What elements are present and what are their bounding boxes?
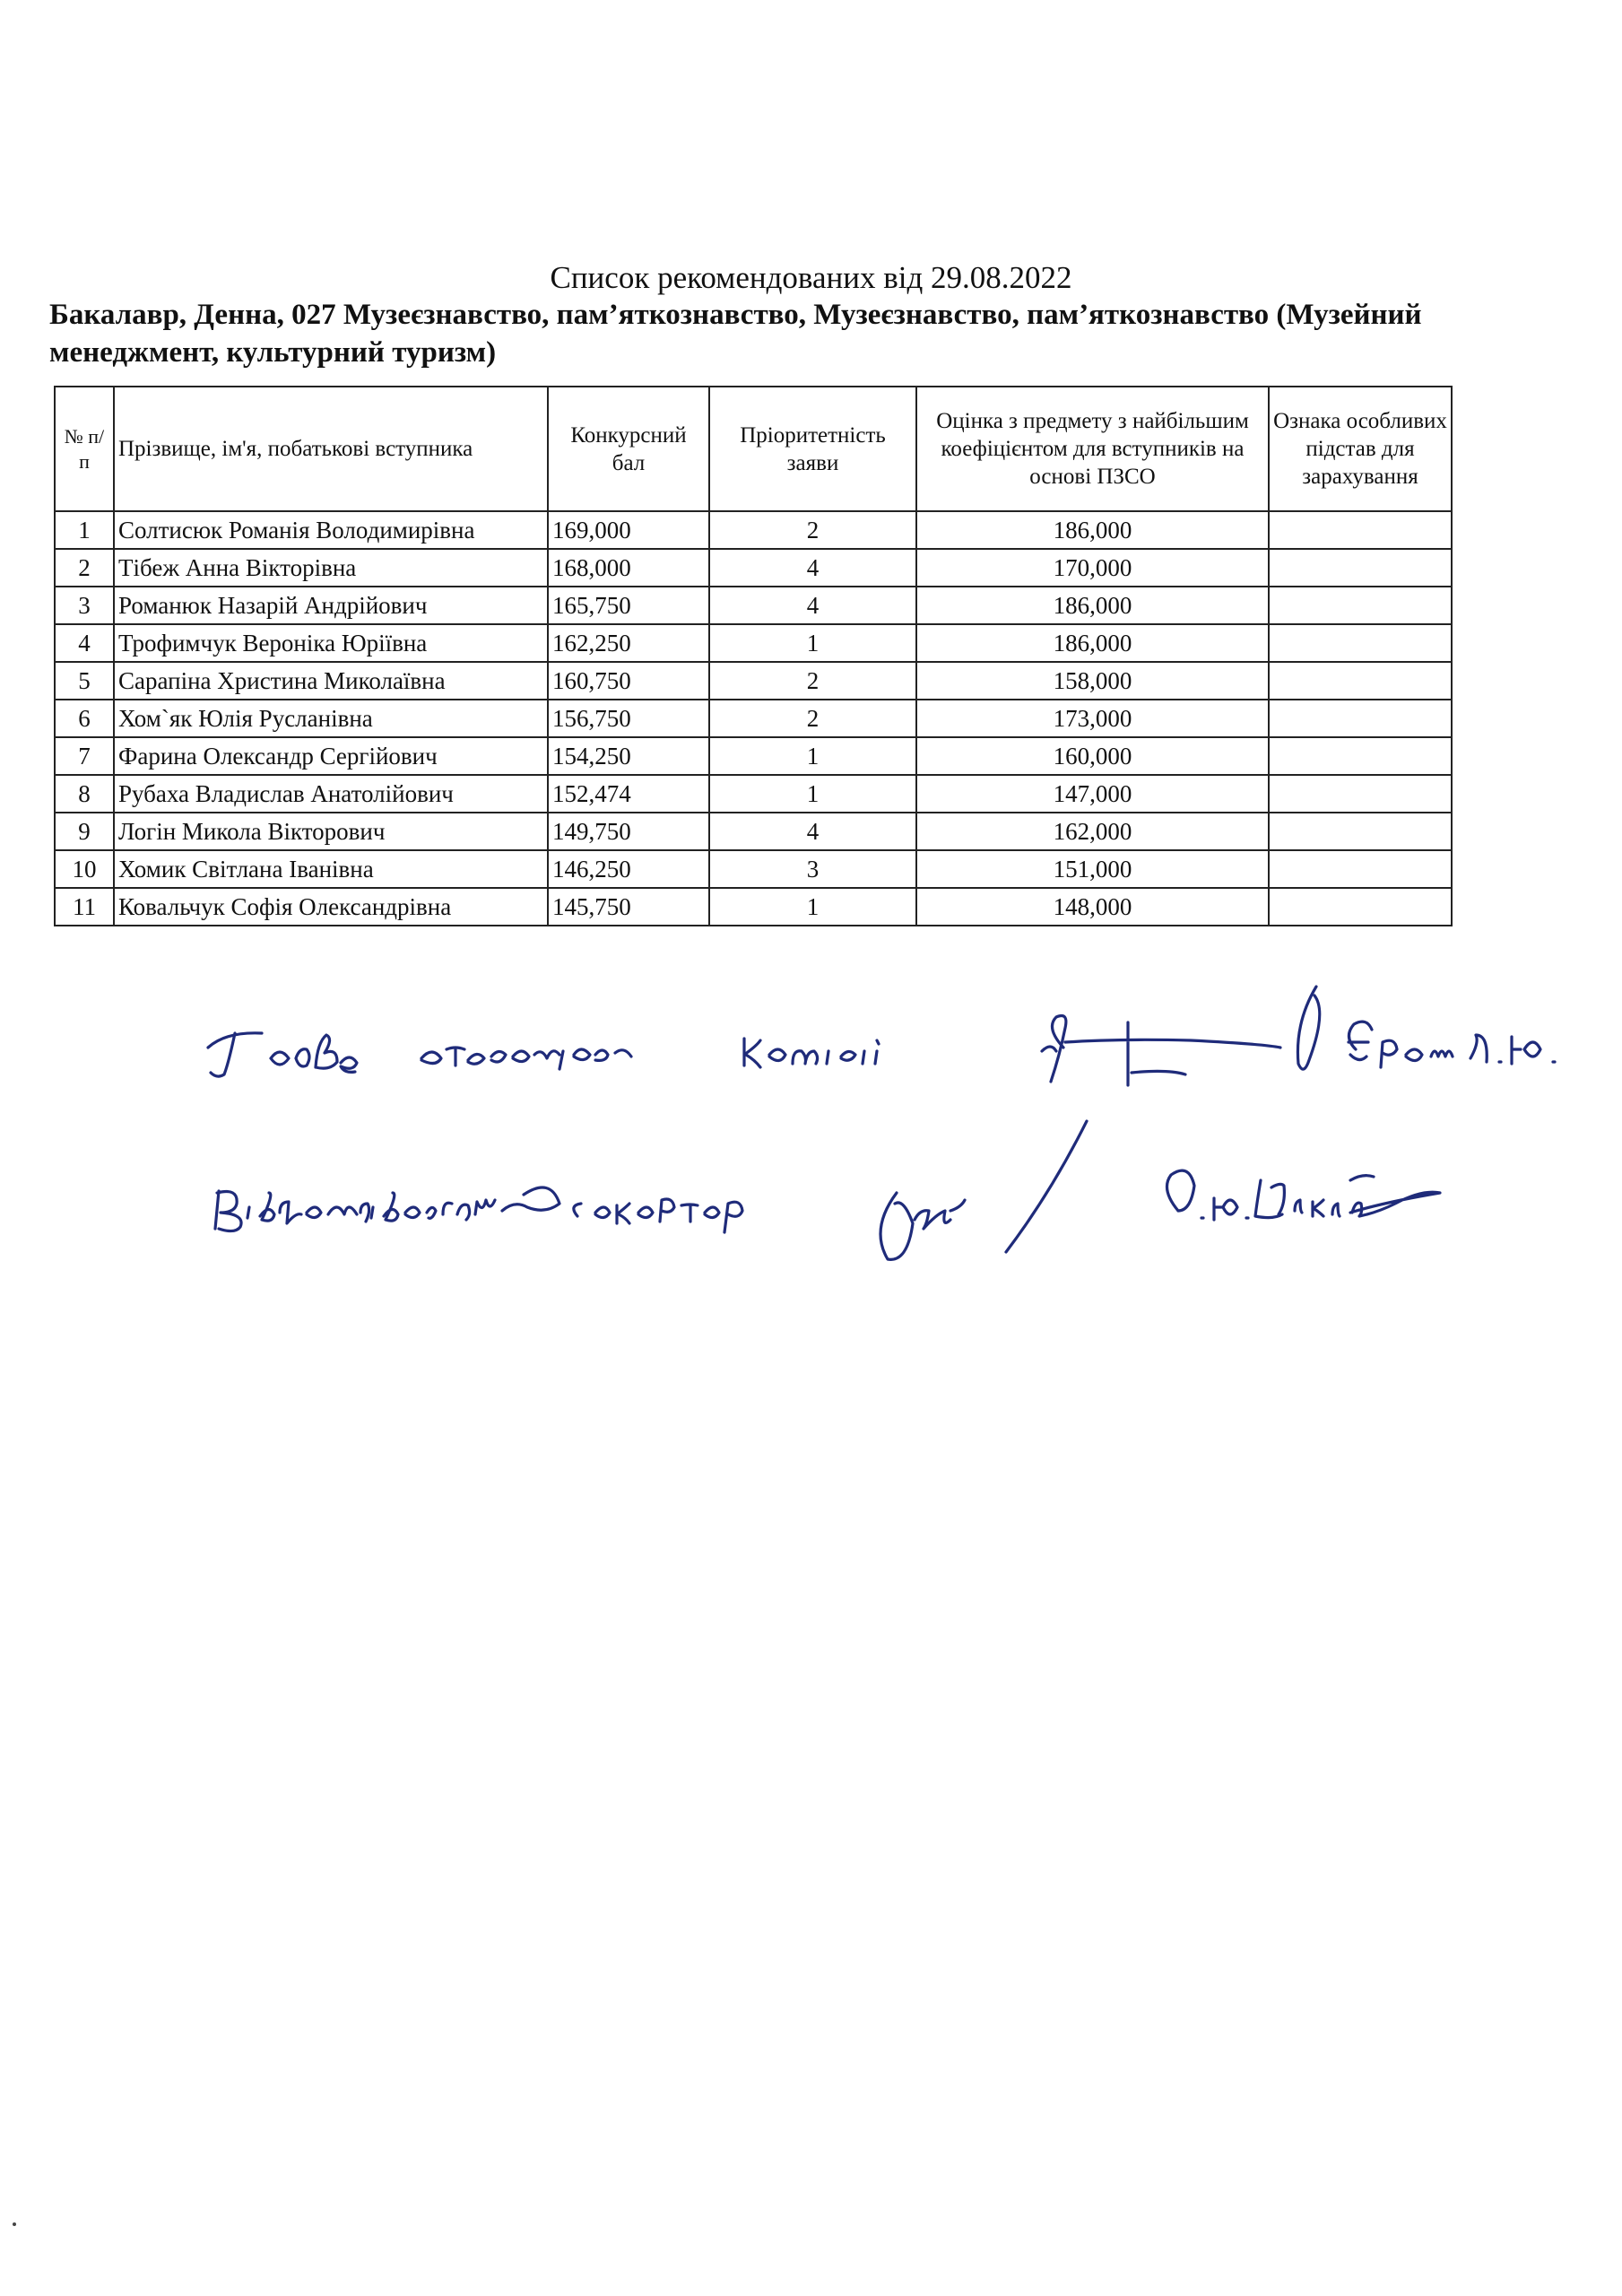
- pzso-subject-score-cell: 162,000: [916, 813, 1269, 850]
- table-row: [55, 549, 1452, 587]
- table-row: [55, 813, 1452, 850]
- pzso-subject-score-cell: 158,000: [916, 662, 1269, 700]
- application-priority-cell: 1: [709, 888, 916, 926]
- competitive-score-cell: 149,750: [548, 813, 709, 850]
- table-row: [55, 662, 1452, 700]
- special-grounds-cell: [1269, 624, 1452, 662]
- competitive-score-cell: 162,250: [548, 624, 709, 662]
- competitive-score-cell: 154,250: [548, 737, 709, 775]
- table-row: [55, 587, 1452, 624]
- application-priority-cell: 2: [709, 662, 916, 700]
- special-grounds-cell: [1269, 549, 1452, 587]
- application-priority-cell: 3: [709, 850, 916, 888]
- table-row: [55, 850, 1452, 888]
- row-number-cell: 4: [55, 624, 114, 662]
- table-header-row: [55, 387, 1452, 511]
- applicant-name-cell: Рубаха Владислав Анатолійович: [114, 775, 548, 813]
- pzso-subject-score-cell: 160,000: [916, 737, 1269, 775]
- application-priority-cell: 2: [709, 700, 916, 737]
- row-number-cell: 2: [55, 549, 114, 587]
- pzso-subject-score-cell: 186,000: [916, 624, 1269, 662]
- row-number-cell: 6: [55, 700, 114, 737]
- special-grounds-cell: [1269, 587, 1452, 624]
- special-grounds-cell: [1269, 737, 1452, 775]
- application-priority-cell: 1: [709, 775, 916, 813]
- chairman-signature-handwriting: [208, 987, 1555, 1085]
- special-grounds-cell: [1269, 662, 1452, 700]
- special-grounds-cell: [1269, 888, 1452, 926]
- application-priority-cell: 4: [709, 813, 916, 850]
- applicant-name-cell: Ковальчук Софія Олександрівна: [114, 888, 548, 926]
- applicant-name-cell: Хомик Світлана Іванівна: [114, 850, 548, 888]
- recommended-list-table: [54, 386, 1453, 926]
- table-row: [55, 624, 1452, 662]
- table-row: [55, 700, 1452, 737]
- application-priority-cell: 4: [709, 587, 916, 624]
- pzso-subject-score-cell: 148,000: [916, 888, 1269, 926]
- applicant-name-cell: Логін Микола Вікторович: [114, 813, 548, 850]
- application-priority-cell: 1: [709, 737, 916, 775]
- col-special-header: Ознака особливих підстав для зарахування: [1269, 387, 1452, 511]
- application-priority-cell: 2: [709, 511, 916, 549]
- row-number-cell: 7: [55, 737, 114, 775]
- special-grounds-cell: [1269, 850, 1452, 888]
- competitive-score-cell: 165,750: [548, 587, 709, 624]
- competitive-score-cell: 146,250: [548, 850, 709, 888]
- special-grounds-cell: [1269, 813, 1452, 850]
- applicant-name-cell: Романюк Назарій Андрійович: [114, 587, 548, 624]
- applicant-name-cell: Трофимчук Вероніка Юріївна: [114, 624, 548, 662]
- applicant-name-cell: Сарапіна Христина Миколаївна: [114, 662, 548, 700]
- table-body: [55, 511, 1452, 926]
- row-number-cell: 8: [55, 775, 114, 813]
- row-number-cell: 5: [55, 662, 114, 700]
- col-num-header: № п/п: [55, 387, 114, 511]
- table-row: [55, 737, 1452, 775]
- application-priority-cell: 4: [709, 549, 916, 587]
- document-title: Список рекомендованих від 29.08.2022: [550, 260, 1072, 295]
- table-row: [55, 511, 1452, 549]
- row-number-cell: 3: [55, 587, 114, 624]
- row-number-cell: 11: [55, 888, 114, 926]
- row-number-cell: 10: [55, 850, 114, 888]
- table-row: [55, 888, 1452, 926]
- secretary-signature-handwriting: [215, 1121, 1440, 1259]
- competitive-score-cell: 152,474: [548, 775, 709, 813]
- special-grounds-cell: [1269, 775, 1452, 813]
- pzso-subject-score-cell: 186,000: [916, 511, 1269, 549]
- special-grounds-cell: [1269, 511, 1452, 549]
- scan-speck: [13, 2222, 16, 2226]
- applicant-name-cell: Фарина Олександр Сергійович: [114, 737, 548, 775]
- pzso-subject-score-cell: 151,000: [916, 850, 1269, 888]
- pzso-subject-score-cell: 173,000: [916, 700, 1269, 737]
- competitive-score-cell: 169,000: [548, 511, 709, 549]
- competitive-score-cell: 168,000: [548, 549, 709, 587]
- row-number-cell: 9: [55, 813, 114, 850]
- applicant-name-cell: Хом`як Юлія Русланівна: [114, 700, 548, 737]
- pzso-subject-score-cell: 147,000: [916, 775, 1269, 813]
- col-name-header: Прізвище, ім'я, побатькові вступника: [114, 387, 548, 511]
- competitive-score-cell: 156,750: [548, 700, 709, 737]
- col-pzso-header: Оцінка з предмету з найбільшим коефіцієнтом для вступників на основі ПЗСО: [916, 387, 1269, 511]
- competitive-score-cell: 160,750: [548, 662, 709, 700]
- applicant-name-cell: Солтисюк Романія Володимирівна: [114, 511, 548, 549]
- applicant-name-cell: Тібеж Анна Вікторівна: [114, 549, 548, 587]
- col-score-header: Конкурсний бал: [548, 387, 709, 511]
- row-number-cell: 1: [55, 511, 114, 549]
- special-grounds-cell: [1269, 700, 1452, 737]
- competitive-score-cell: 145,750: [548, 888, 709, 926]
- pzso-subject-score-cell: 170,000: [916, 549, 1269, 587]
- table-row: [55, 775, 1452, 813]
- application-priority-cell: 1: [709, 624, 916, 662]
- program-subtitle: Бакалавр, Денна, 027 Музеєзнавство, пам’яткознавство, Музеєзнавство, пам’яткознавство (Музейний менеджмент, культурний туризм): [49, 299, 1422, 369]
- col-priority-header: Пріоритетність заяви: [709, 387, 916, 511]
- pzso-subject-score-cell: 186,000: [916, 587, 1269, 624]
